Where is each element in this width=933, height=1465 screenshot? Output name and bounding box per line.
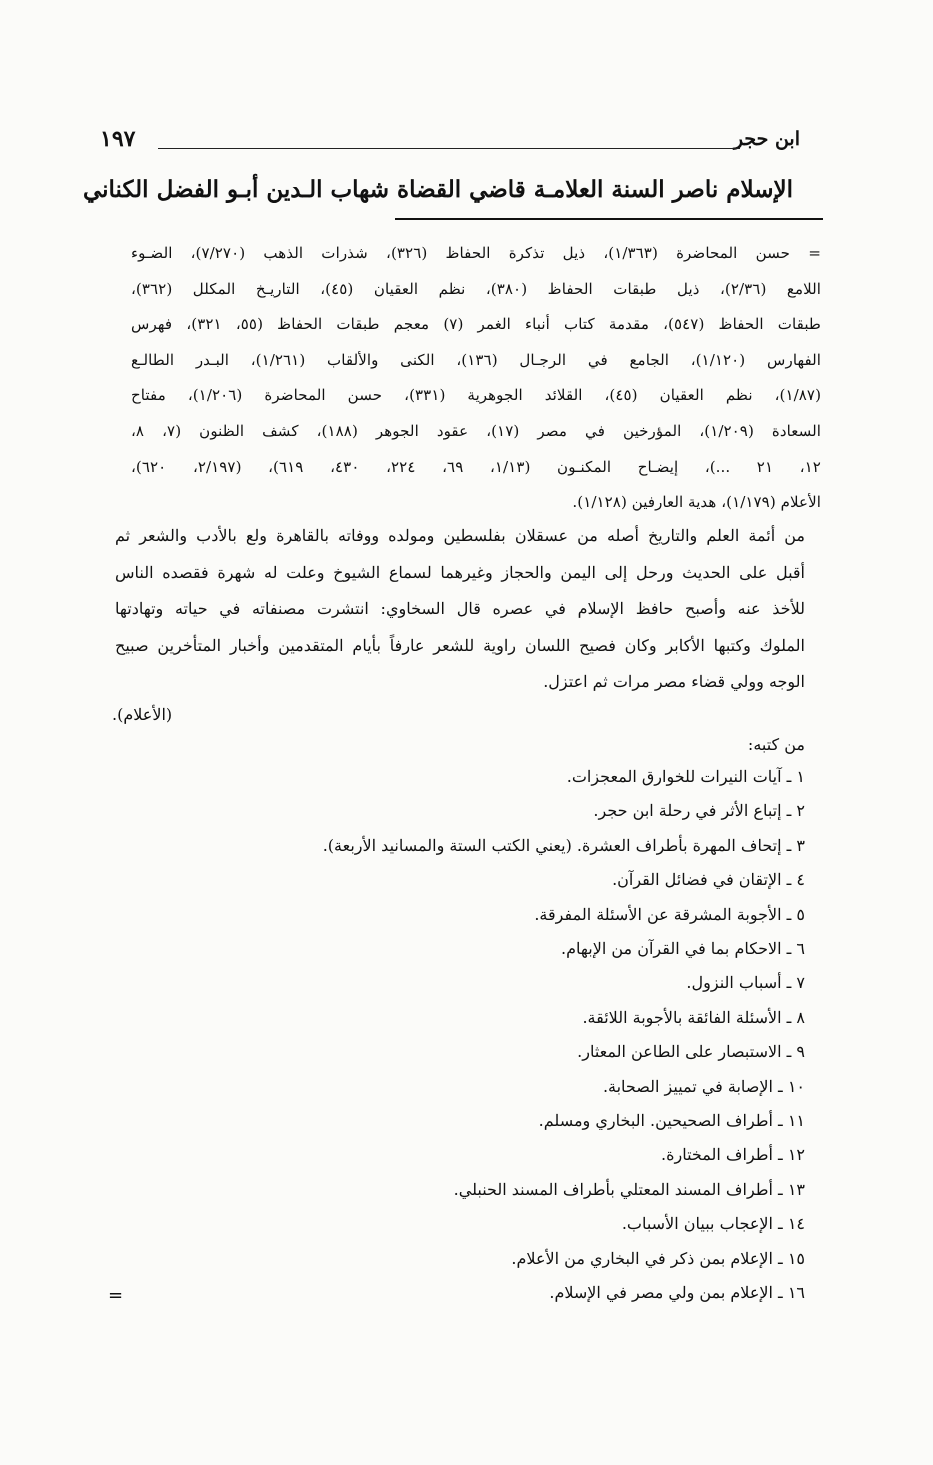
book-item: ٩ ـ الاستبصار على الطاعن المعثار. xyxy=(577,1042,805,1062)
books-list xyxy=(105,760,805,1311)
books-heading: من كتبه: xyxy=(747,735,805,754)
biography-line: أقبل على الحديث ورحل إلى اليمن والحجاز وغيرهما لسماع الشيوخ وعلت له شهرة فقصده الناس xyxy=(115,562,805,582)
title-underline xyxy=(395,218,823,220)
entry-title: الإسلام ناصر السنة العلامـة قاضي القضاة شهاب الـدين أبـو الفضل الكناني xyxy=(82,176,793,203)
book-item: ٨ ـ الأسئلة الفائقة بالأجوبة اللائقة. xyxy=(582,1007,805,1027)
page-number: ١٩٧ xyxy=(100,126,136,152)
footnote-line: (١/٨٧)، نظم العقيان (٤٥)، القلائد الجوهرية (٣٣١)، حسن المحاضرة (١/٢٠٦)، مفتاح xyxy=(131,386,821,405)
book-item: ١١ ـ أطراف الصحيحين. البخاري ومسلم. xyxy=(538,1111,805,1131)
running-head xyxy=(100,128,800,160)
book-item: ٧ ـ أسباب النزول. xyxy=(686,973,805,993)
book-item: ١٤ ـ الإعجاب ببيان الأسباب. xyxy=(621,1214,805,1234)
footnote-references xyxy=(131,236,821,521)
biography-line: للأخذ عنه وأصبح حافظ الإسلام في عصره قال السخاوي: انتشرت مصنفاته في حياته وتهادتها xyxy=(115,599,805,618)
book-item: ١ ـ آيات النيرات للخوارق المعجزات. xyxy=(566,767,805,786)
footnote-line: طبقات الحفاظ (٥٤٧)، مقدمة كتاب أنباء الغمر (٧) معجم طبقات الحفاظ (٥٥، ٣٢١)، فهرس xyxy=(131,315,821,334)
biography-line: الوجه وولي قضاء مصر مرات ثم اعتزل. xyxy=(543,672,805,691)
biography-line: من أئمة العلم والتاريخ أصله من عسقلان بفلسطين ومولده ووفاته بالقاهرة ولع بالأدب والشعر ثم xyxy=(115,526,805,545)
footnote-line: السعادة (١/٢٠٩)، المؤرخين في مصر (١٧)، عقود الجوهر (١٨٨)، كشف الظنون (٧، ٨، xyxy=(131,421,822,440)
book-item: ١٠ ـ الإصابة في تمييز الصحابة. xyxy=(602,1076,805,1096)
source-note: (الأعلام). xyxy=(112,705,173,724)
biography-line: الملوك وكتبها الأكابر وكان فصيح اللسان راوية للشعر عارفاً بأيام المتقدمين وأخبار المتأخرين صبيح xyxy=(115,635,805,655)
book-item: ١٥ ـ الإعلام بمن ذكر في البخاري من الأعلام. xyxy=(511,1248,805,1268)
book-item: ١٣ ـ أطراف المسند المعتلي بأطراف المسند الحنبلي. xyxy=(453,1179,805,1199)
footnote-line: الفهارس (١/١٢٠)، الجامع في الرجـال (١٣٦)، الكنى والألقاب (١/٢٦١)، البـدر الطالـع xyxy=(131,350,821,369)
book-item: ٦ ـ الاحكام بما في القرآن من الإبهام. xyxy=(561,939,805,959)
footnote-line: ١٢، ٢١ ...)، إيضـاح المكنـون (١/١٣، ٦٩، ٢٢٤، ٤٣٠، ٦١٩)، (٢/١٩٧، ٦٢٠)، xyxy=(131,457,821,476)
footnote-line: اللامع (٢/٣٦)، ذيل طبقات الحفاظ (٣٨٠)، نظم العقيان (٤٥)، التاريـخ المكلل (٣٦٢)، xyxy=(131,279,822,298)
book-item: ٣ ـ إتحاف المهرة بأطراف العشرة. (يعني الكتب الستة والمسانيد الأربعة). xyxy=(322,835,805,855)
running-head-name: ابن حجر xyxy=(733,128,800,150)
book-item: ١٦ ـ الإعلام بمن ولي مصر في الإسلام. xyxy=(549,1283,805,1303)
footnote-line: = حسن المحاضرة (١/٣٦٣)، ذيل تذكرة الحفاظ (٣٢٦)، شذرات الذهب (٧/٢٧٠)، الضـوء xyxy=(131,244,821,262)
book-item: ٤ ـ الإتقان في فضائل القرآن. xyxy=(612,870,805,890)
continuation-mark: = xyxy=(108,1285,124,1306)
running-head-rule xyxy=(158,148,740,149)
book-item: ١٢ ـ أطراف المختارة. xyxy=(661,1145,805,1165)
footnote-line: الأعلام (١/١٧٩)، هدية العارفين (١/١٢٨). xyxy=(572,493,821,512)
book-item: ٥ ـ الأجوبة المشرقة عن الأسئلة المفرقة. xyxy=(534,904,805,924)
book-item: ٢ ـ إتباع الأثر في رحلة ابن حجر. xyxy=(593,801,805,821)
biography-paragraph xyxy=(115,518,805,701)
